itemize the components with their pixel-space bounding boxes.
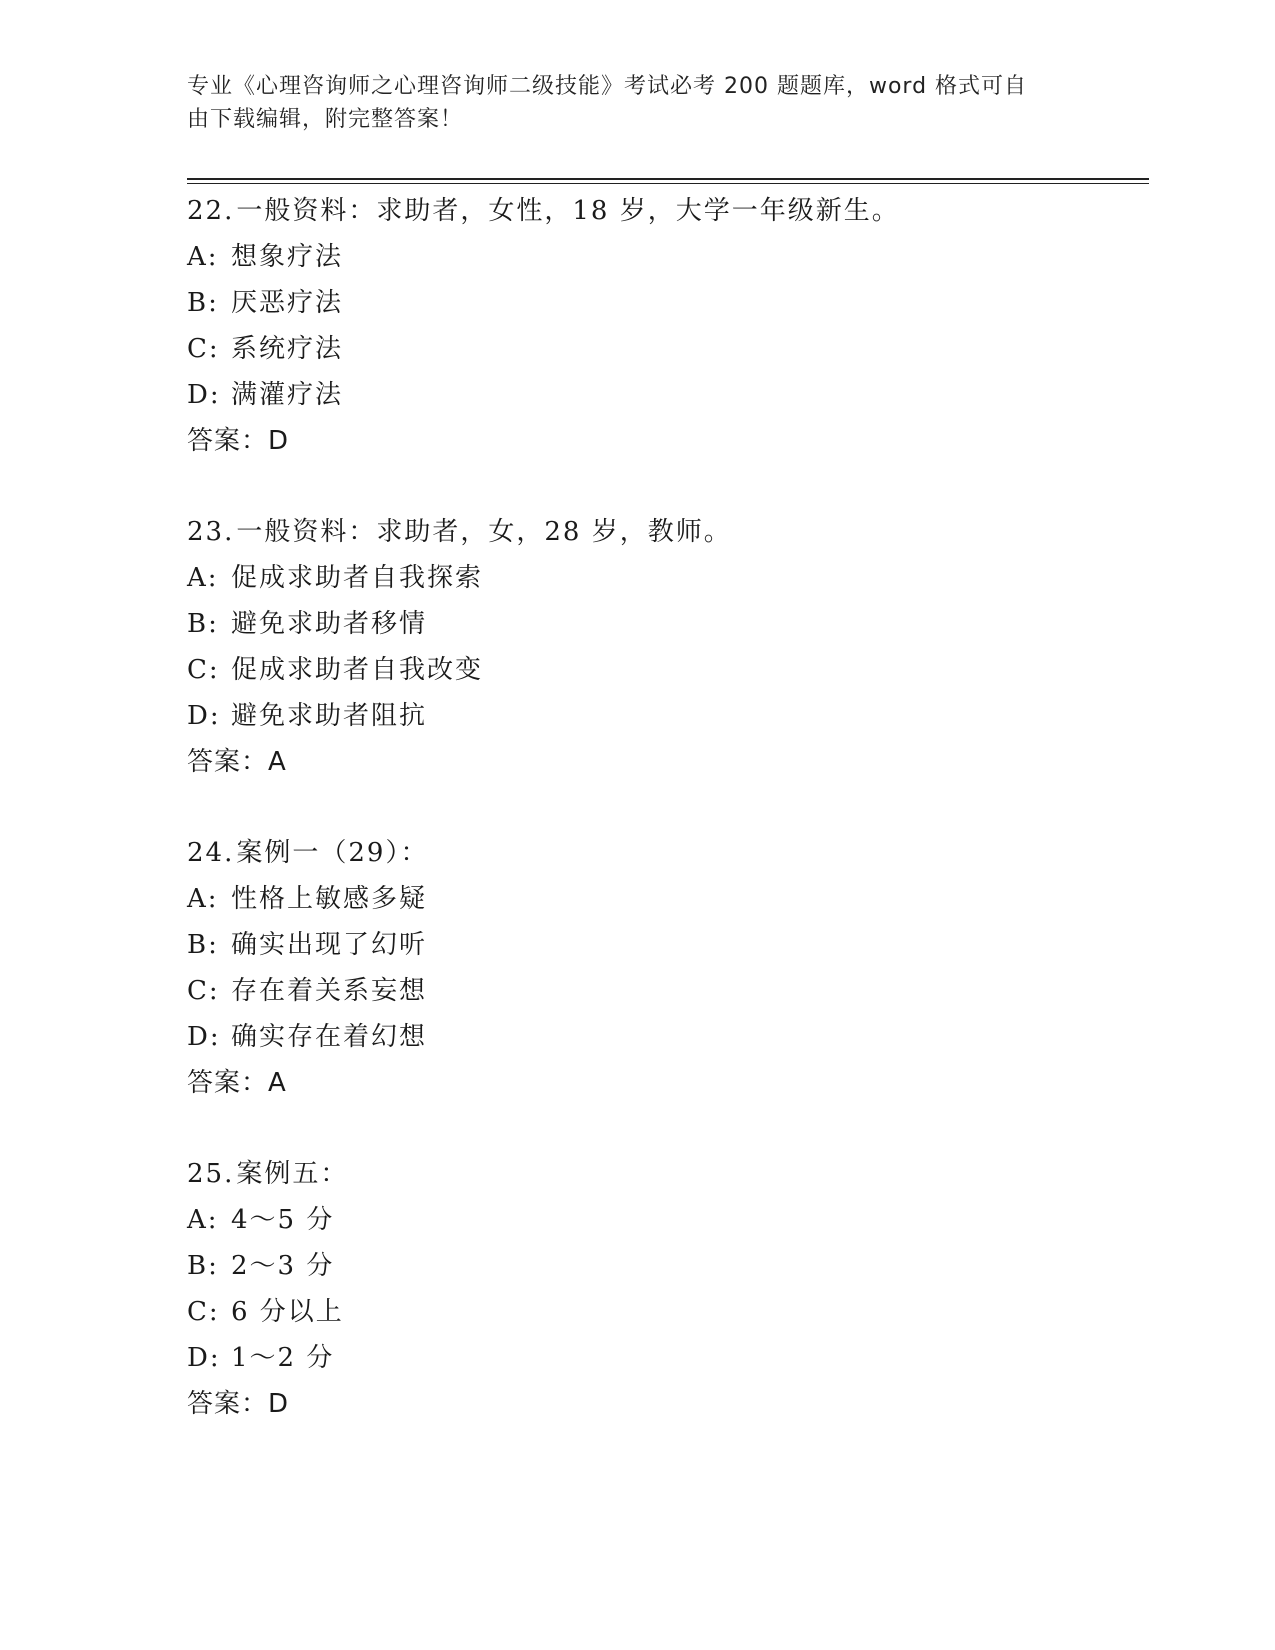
question-stem xyxy=(187,188,1147,234)
option-letter: B: xyxy=(187,609,219,639)
option-text: 2～3 分 xyxy=(231,1251,335,1281)
question-number: 22. xyxy=(187,196,235,226)
option-letter: A: xyxy=(187,563,219,593)
option-c xyxy=(187,326,1147,372)
option-c xyxy=(187,1289,1147,1335)
option-text: 想象疗法 xyxy=(231,242,344,272)
question-text: 一般资料：求助者，女，28 岁，教师。 xyxy=(236,517,732,547)
option-text: 6 分以上 xyxy=(231,1297,344,1327)
answer: 答案：A xyxy=(187,747,287,777)
question-text: 案例一（29）： xyxy=(236,838,429,868)
option-d xyxy=(187,693,1147,739)
option-text: 促成求助者自我探索 xyxy=(231,563,484,593)
option-c xyxy=(187,968,1147,1014)
option-text: 促成求助者自我改变 xyxy=(231,655,484,685)
option-letter: D: xyxy=(187,701,221,731)
option-letter: B: xyxy=(187,930,219,960)
header-line-2: 由下载编辑，附完整答案！ xyxy=(187,107,464,132)
question-text: 一般资料：求助者，女性，18 岁，大学一年级新生。 xyxy=(236,196,900,226)
header-line-1: 专业《心理咨询师之心理咨询师二级技能》考试必考 200 题题库，word 格式可自 xyxy=(187,74,1028,99)
option-text: 满灌疗法 xyxy=(231,380,344,410)
question-number: 25. xyxy=(187,1159,235,1189)
answer: 答案：D xyxy=(187,426,290,456)
option-a xyxy=(187,234,1147,280)
header-divider-thick xyxy=(187,178,1149,180)
option-text: 避免求助者阻抗 xyxy=(231,701,428,731)
option-letter: C: xyxy=(187,655,220,685)
option-text: 厌恶疗法 xyxy=(231,288,344,318)
option-b xyxy=(187,1243,1147,1289)
option-letter: B: xyxy=(187,288,219,318)
option-b xyxy=(187,280,1147,326)
option-letter: D: xyxy=(187,380,221,410)
option-a xyxy=(187,555,1147,601)
option-letter: A: xyxy=(187,242,219,272)
question-list xyxy=(187,188,1147,1472)
question-text: 案例五： xyxy=(236,1159,349,1189)
question-23 xyxy=(187,509,1147,785)
question-number: 24. xyxy=(187,838,235,868)
option-letter: C: xyxy=(187,1297,220,1327)
option-d xyxy=(187,372,1147,418)
answer: 答案：A xyxy=(187,1068,287,1098)
option-text: 系统疗法 xyxy=(231,334,344,364)
option-letter: C: xyxy=(187,976,220,1006)
option-letter: A: xyxy=(187,884,219,914)
option-d xyxy=(187,1014,1147,1060)
question-stem xyxy=(187,509,1147,555)
document-header xyxy=(187,70,1067,136)
option-text: 避免求助者移情 xyxy=(231,609,428,639)
option-letter: A: xyxy=(187,1205,219,1235)
option-letter: D: xyxy=(187,1343,221,1373)
question-stem xyxy=(187,830,1147,876)
header-divider-thin xyxy=(187,183,1149,184)
option-a xyxy=(187,876,1147,922)
option-b xyxy=(187,601,1147,647)
option-text: 确实存在着幻想 xyxy=(231,1022,428,1052)
question-24 xyxy=(187,830,1147,1106)
question-stem xyxy=(187,1151,1147,1197)
answer: 答案：D xyxy=(187,1389,290,1419)
option-a xyxy=(187,1197,1147,1243)
option-c xyxy=(187,647,1147,693)
option-letter: B: xyxy=(187,1251,219,1281)
option-letter: C: xyxy=(187,334,220,364)
question-number: 23. xyxy=(187,517,235,547)
question-25 xyxy=(187,1151,1147,1427)
question-22 xyxy=(187,188,1147,464)
option-b xyxy=(187,922,1147,968)
option-d xyxy=(187,1335,1147,1381)
option-text: 确实出现了幻听 xyxy=(231,930,428,960)
option-text: 性格上敏感多疑 xyxy=(231,884,428,914)
option-letter: D: xyxy=(187,1022,221,1052)
option-text: 1～2 分 xyxy=(231,1343,335,1373)
option-text: 存在着关系妄想 xyxy=(231,976,428,1006)
option-text: 4～5 分 xyxy=(231,1205,335,1235)
